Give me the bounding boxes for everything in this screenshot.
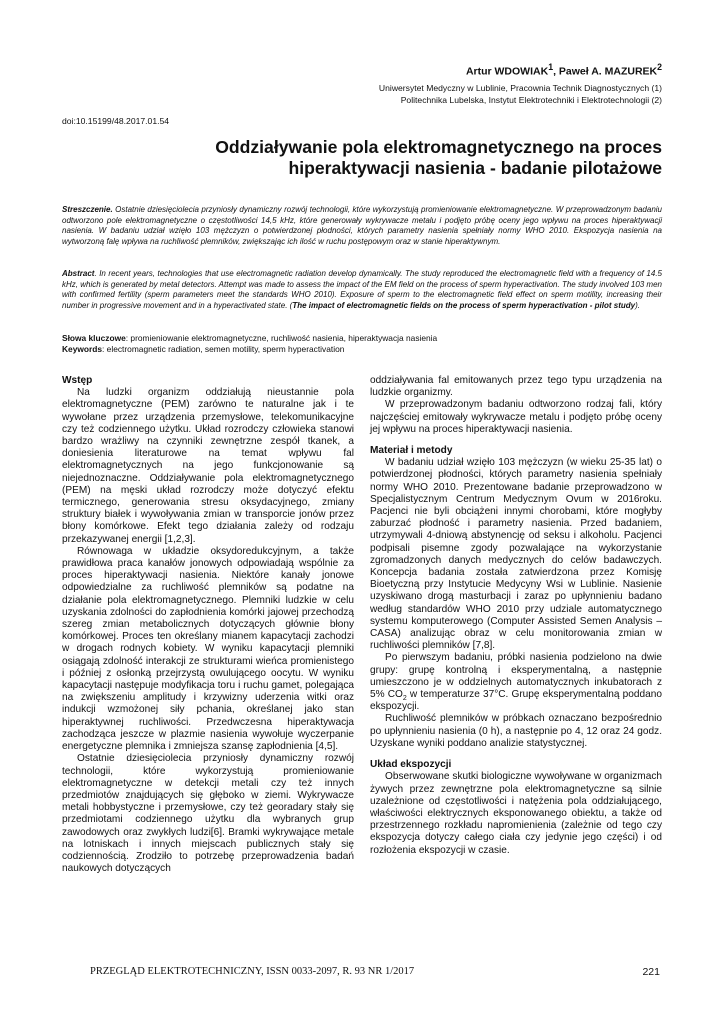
paragraph: Na ludzki organizm oddziałują nieustannie pola elektromagnetyczne (PEM) zarówno te naturalne jak i te wywołane przez urządzenia przemysłowe, telekomunikacyjne czy też codziennego użytku. Układ rozrodczy człowieka stanowi bardzo wrażliwy na czynniki zewnętrzne zespół tkanek, a doniesienia literaturowe na temat wpływu fal elektromagnetycznych na jego funkcjonowanie są niejednoznaczne. Oddziaływanie pola elektromagnetycznego (PEM) na męski układ rozrodczy może dotyczyć efektu termicznego, generowania stresu oksydacyjnego, zmiany struktury białek i wywoływania zmian w transporcie jonów przez błony komórkowe. Efekt tego działania zależy od rodzaju przekazywanej energii [1,2,3]. <box>62 387 354 545</box>
section-heading-uklad: Układ ekspozycji <box>370 759 452 771</box>
abstract-english <box>62 269 662 311</box>
section-heading-wstep: Wstęp <box>62 375 93 386</box>
abstract-en-end: ). <box>635 300 640 310</box>
keywords-en-text: : electromagnetic radiation, semen motility, sperm hyperactivation <box>102 344 345 354</box>
keywords-polish <box>62 333 662 344</box>
affiliation-1: Uniwersytet Medyczny w Lublinie, Pracownia Technik Diagnostycznych (1) <box>378 83 662 93</box>
page-number: 221 <box>642 966 660 978</box>
affiliations <box>379 82 662 106</box>
author-1-affil-mark: 1 <box>548 62 554 72</box>
paragraph: oddziaływania fal emitowanych przez tego typu urządzenia na ludzkie organizmy. <box>370 375 662 399</box>
abstract-en-label: Abstract <box>62 269 95 278</box>
author-2-affil-mark: 2 <box>657 62 662 72</box>
doi: doi:10.15199/48.2017.01.54 <box>62 116 170 126</box>
paragraph <box>370 652 662 713</box>
abstract-polish <box>62 205 662 247</box>
section-heading-metody: Materiał i metody <box>370 445 453 457</box>
paragraph: Ostatnie dziesięciolecia przyniosły dynamiczny rozwój technologii, które wykorzystują promieniowanie elektromagnetyczne w detekcji metali czy też innych przedmiotów znajdujących się głęboko w ziemi. Wykrywacze metali hobbystyczne i przemysłowe, czy też georadary stały się przedmiotami codziennego użytku dla wybranych grup zawodowych oraz zwykłych ludzi[6]. Bramki wykrywające metale na lotniskach i innych miejscach publicznych stały się codziennością. Zrodziło to potrzebę przeprowadzenia badań naukowych dotyczących <box>62 753 354 875</box>
author-2: Paweł A. MAZUREK <box>558 65 658 78</box>
abstract-pl-label: Streszczenie. <box>62 205 113 214</box>
body-column-right <box>370 375 662 857</box>
body-column-left <box>62 375 354 875</box>
paragraph: Równowaga w układzie oksydoredukcyjnym, a także prawidłowa praca kanałów jonowych odpowiadają wspólnie za proces hiperaktywacji nasienia. Niektóre kanały jonowe odpowiedzialne za ruchliwość plemników są podatne na działanie pola elektromagnetycznego. Plemniki ludzkie w celu uzyskania zdolności do zapłodnienia komórki jajowej przechodzą szereg zmian metabolicznych dotyczących głównie błony komórkowej. Proces ten określany mianem kapacytacji zachodzi w drogach rodnych kobiety. W wyniku kapacytacji plemniki osiągają zdolność interakcji ze strukturami wieńca promienistego i później z osłonką przejrzystą owulującego oocytu. W wyniku kapacytacji następuje modyfikacja toru i ruchu gamet, polegająca na zwiększeniu amplitudy i krzywizny uderzenia witki oraz indukcji wzmożonej siły pchania, określanej jako stan hiperaktywnej ruchliwości. Przedwczesna hiperaktywacja zachodząca jeszcze w plazmie nasienia wywołuje wyczerpanie energetyczne plemnika i zmniejsza szansę zapłodnienia [4,5]. <box>62 545 354 753</box>
title-line-2: hiperaktywacji nasienia - badanie pilotażowe <box>288 158 662 178</box>
paragraph: Obserwowane skutki biologiczne wywoływane w organizmach żywych przez zewnętrzne pola elektromagnetyczne są silnie uzależnione od częstotliwości i natężenia pola oddziałującego, właściwości elektrycznych eksponowanego obiektu, a także od przestrzennego rozkładu napromienienia (zależnie od tego czy ekspozycja dotyczy całego ciała czy jedynie jego części) i od rozłożenia ekspozycji w czasie. <box>370 771 662 856</box>
abstract-en-text: . In recent years, technologies that use electromagnetic radiation develop dynamically. The study reproduced the electromagnetic field with a frequency of 14.5 kHz, which is generated by metal detectors. Attempt was made to assess the impact of the EM field on the process of sperm hyperactivation. The study involved 103 men with confirmed fertility (sperm parameters meet the standards WHO 2010). Exposure of sperm to the electromagnetic field effect on sperm motility, increasing their number in progressive movement and in a hyperactivated state. ( <box>62 269 662 310</box>
abstract-pl-text: Ostatnie dziesięciolecia przyniosły dynamiczny rozwój technologii, które wykorzystują promieniowanie elektromagnetyczne. W przeprowadzonym badaniu odtworzono pole elektromagnetyczne o częstotliwości 14,5 kHz, które generowały wykrywacze metalu i podjęto próbę oceny jego wpływu na proces hiperaktywacji nasienia. W badaniu udział wzięło 103 mężczyzn o potwierdzonej płodności, których parametry nasienia spełniały normy WHO 2010. Ekspozycja nasienia na wytworzoną falę wpływa na ruchliwość plemników, zwiększając ich ilość w ruchu postępowym oraz w stanie hiperaktywnym. <box>62 205 662 246</box>
author-line <box>466 62 662 78</box>
abstract-en-title: The impact of electromagnetic fields on the process of sperm hyperactivation - pilot study <box>292 300 636 310</box>
paragraph: W badaniu udział wzięło 103 mężczyzn (w wieku 25-35 lat) o potwierdzonej płodności, których parametry nasienia spełniały normy WHO 2010. Prezentowane badanie przeprowadzono w Specjalistycznym Centrum Medycznym Ovum w 2016roku. Pacjenci nie byli obciążeni innymi chorobami, które mogłyby zaburzać płodność i parametry nasienia. Przed badaniem, utrzymywali 4-dniową abstynencję od seksu i alkoholu. Pacjenci podpisali pisemne zgody pozwalające na wykorzystanie zgromadzonych danych medycznych do celów badawczych. Koncepcja badania została zatwierdzona przez Komisję Bioetyczną przy Instytucie Medycyny Wsi w Lublinie. Nasienie uzyskiwano drogą masturbacji i zaraz po upłynnieniu badano według standardów WHO 2010 przy udziale automatycznego systemu komputerowego (Computer Assisted Semen Analysis – CASA) analizując obraz w celu monitorowania zmian w ruchliwości plemników [7,8]. <box>370 457 662 652</box>
subscript: 2 <box>402 695 407 703</box>
paragraph: Ruchliwość plemników w próbkach oznaczano bezpośrednio po upłynnieniu nasienia (0 h), a następnie po 4, 12 oraz 24 godz. Uzyskane wyniki poddano analizie statystycznej. <box>370 713 662 749</box>
title-line-1: Oddziaływanie pola elektromagnetycznego na proces <box>215 137 662 157</box>
paragraph-part: Po pierwszym badaniu, próbki nasienia podzielono na dwie grupy: grupę kontrolną i eksperymentalną, a następnie umieszczono je w oddzielnych automatycznych inkubatorach z 5% CO <box>370 652 662 701</box>
author-1: Artur WDOWIAK <box>465 65 549 78</box>
paragraph: W przeprowadzonym badaniu odtworzono rodzaj fali, który najczęściej emitowały wykrywacze metalu i podjęto próbę oceny jej wpływu na proces hiperaktywacji nasienia. <box>370 399 662 435</box>
keywords-pl-text: : promieniowanie elektromagnetyczne, ruchliwość nasienia, hiperaktywacja nasienia <box>125 333 438 343</box>
journal-footer: PRZEGLĄD ELEKTROTECHNICZNY, ISSN 0033-2097, R. 93 NR 1/2017 <box>90 966 415 977</box>
affiliation-2: Politechnika Lubelska, Instytut Elektrotechniki i Elektrotechnologii (2) <box>400 95 662 105</box>
keywords-pl-label: Słowa kluczowe <box>62 333 126 343</box>
paragraph-part: w temperaturze 37°C. Grupę eksperymentalną poddano ekspozycji. <box>370 689 662 713</box>
keywords-en-label: Keywords <box>62 344 103 354</box>
keywords-english <box>62 344 662 355</box>
author-separator: , <box>553 65 559 78</box>
paper-title <box>102 137 662 179</box>
